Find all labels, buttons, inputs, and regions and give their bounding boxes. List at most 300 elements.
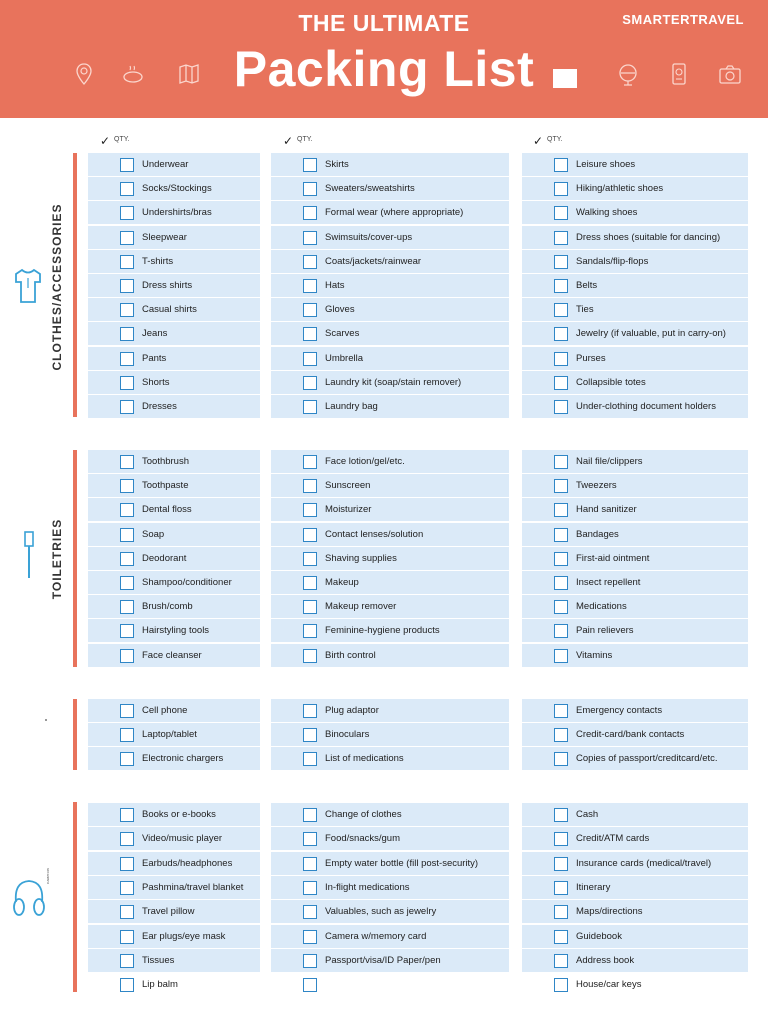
checklist-row (522, 747, 748, 770)
toiletries-section-label: TOILETRIES (50, 518, 64, 600)
checklist-row (271, 153, 509, 176)
checkbox[interactable] (120, 503, 134, 517)
item-label: House/car keys (576, 979, 642, 991)
item-label: Umbrella (325, 352, 364, 364)
checkbox[interactable] (120, 905, 134, 919)
checklist-row (88, 177, 260, 200)
checklist-row (271, 347, 509, 370)
checklist-row (522, 803, 748, 826)
checklist-row (522, 571, 748, 594)
checkbox[interactable] (554, 303, 568, 317)
checklist-row (271, 201, 509, 224)
checklist-row (88, 699, 260, 722)
checkbox[interactable] (554, 479, 568, 493)
item-label: Ties (576, 304, 594, 316)
checklist-row (271, 371, 509, 394)
item-label: Pashmina/travel blanket (142, 881, 244, 893)
checkbox[interactable] (554, 978, 568, 992)
item-label: Skirts (325, 159, 349, 170)
checklist-row (88, 547, 260, 570)
item-label: Cash (576, 809, 599, 820)
checkbox[interactable] (303, 881, 317, 895)
item-label: Contact lenses/solution (325, 528, 424, 540)
clothes-section-label: CLOTHES/ACCESSORIES (50, 203, 64, 371)
checkbox[interactable] (120, 857, 134, 871)
brand-logo: SMARTERTRAVEL (622, 12, 744, 27)
checkbox[interactable] (303, 376, 317, 390)
item-label: Video/music player (142, 833, 223, 845)
checklist-row (88, 571, 260, 594)
checkbox[interactable] (120, 600, 134, 614)
passport-icon (667, 62, 691, 86)
item-label: Pants (142, 352, 167, 364)
item-label: Underwear (142, 159, 189, 170)
electronics-dot-icon (44, 718, 48, 722)
title-square-icon (553, 69, 577, 88)
item-label: Formal wear (where appropriate) (325, 207, 464, 219)
electronics-section-bar (73, 699, 77, 770)
checklist-row (88, 450, 260, 473)
checkbox[interactable] (554, 206, 568, 220)
item-label: Toothbrush (142, 456, 190, 467)
checkbox[interactable] (120, 624, 134, 638)
checklist-row (88, 523, 260, 546)
checkbox[interactable] (554, 881, 568, 895)
checklist-row (88, 322, 260, 345)
item-label: Coats/jackets/rainwear (325, 255, 422, 267)
checklist-row (522, 395, 748, 418)
checkbox[interactable] (120, 704, 134, 718)
checkbox[interactable] (120, 479, 134, 493)
checkbox[interactable] (554, 954, 568, 968)
item-label: Leisure shoes (576, 159, 636, 170)
checklist-row (88, 925, 260, 948)
checkbox[interactable] (120, 552, 134, 566)
item-label: Makeup remover (325, 601, 397, 613)
shirt-icon (12, 266, 44, 306)
checklist-row (88, 371, 260, 394)
checkbox[interactable] (303, 857, 317, 871)
item-label: Medications (576, 601, 627, 613)
checkbox[interactable] (554, 649, 568, 663)
checkbox[interactable] (303, 954, 317, 968)
checkbox[interactable] (303, 158, 317, 172)
checklist-row (88, 201, 260, 224)
item-label: Hats (325, 280, 345, 291)
checkbox[interactable] (120, 832, 134, 846)
checklist-row (271, 747, 509, 770)
item-label: Itinerary (576, 881, 611, 893)
checklist-row (88, 723, 260, 746)
checkbox[interactable] (120, 206, 134, 220)
item-label: Insurance cards (medical/travel) (576, 857, 712, 869)
checklist-row (88, 474, 260, 497)
item-label: Socks/Stockings (142, 183, 212, 195)
checkbox[interactable] (303, 255, 317, 269)
checkbox[interactable] (554, 808, 568, 822)
item-label: Belts (576, 280, 598, 291)
item-label: Makeup (325, 577, 359, 588)
checkbox[interactable] (303, 503, 317, 517)
checkbox[interactable] (120, 808, 134, 822)
item-label: Vitamins (576, 649, 613, 661)
item-label: Shaving supplies (325, 552, 397, 564)
checkbox[interactable] (303, 728, 317, 742)
checklist-row (522, 900, 748, 923)
checklist-row (271, 498, 509, 521)
checkbox[interactable] (303, 930, 317, 944)
checklist-row (271, 571, 509, 594)
qty-label: QTY. (297, 136, 313, 143)
item-label: Passport/visa/ID Paper/pen (325, 954, 441, 966)
item-label: Walking shoes (576, 207, 638, 219)
item-label: Binoculars (325, 729, 370, 741)
checkbox[interactable] (120, 954, 134, 968)
checkbox[interactable] (303, 576, 317, 590)
item-label: Bandages (576, 528, 619, 540)
checklist-row (88, 498, 260, 521)
checkbox[interactable] (303, 206, 317, 220)
item-label: First-aid ointment (576, 552, 650, 564)
checkbox[interactable] (303, 352, 317, 366)
item-label: Jeans (142, 328, 168, 340)
checkbox[interactable] (303, 978, 317, 992)
item-label: Deodorant (142, 552, 187, 564)
checkbox[interactable] (120, 576, 134, 590)
checklist-row (88, 298, 260, 321)
checkbox[interactable] (120, 528, 134, 542)
checklist-row (522, 201, 748, 224)
checkbox[interactable] (554, 576, 568, 590)
item-label: Gloves (325, 304, 355, 316)
checkbox[interactable] (554, 832, 568, 846)
item-label: Books or e-books (142, 809, 216, 820)
checklist-row (88, 226, 260, 249)
clothes-section-bar (73, 153, 77, 417)
item-label: Dress shirts (142, 280, 193, 291)
checklist-row (88, 619, 260, 642)
header-kicker: THE ULTIMATE (298, 10, 470, 36)
checklist-row (271, 322, 509, 345)
checklist-row (88, 973, 260, 996)
checkbox[interactable] (303, 182, 317, 196)
checklist-row (522, 450, 748, 473)
checkbox[interactable] (303, 905, 317, 919)
checklist-row (271, 876, 509, 899)
item-label: Pain relievers (576, 625, 634, 637)
checklist-row (88, 644, 260, 667)
checkbox[interactable] (554, 503, 568, 517)
item-label: Sweaters/sweatshirts (325, 183, 415, 195)
item-label: Shampoo/conditioner (142, 577, 232, 588)
checklist-row (522, 153, 748, 176)
checkbox[interactable] (303, 752, 317, 766)
checkbox[interactable] (554, 352, 568, 366)
checkbox[interactable] (554, 704, 568, 718)
camera-icon (718, 62, 742, 86)
checkbox[interactable] (120, 279, 134, 293)
checkbox[interactable] (303, 649, 317, 663)
item-label: Purses (576, 352, 606, 364)
checklist-row (522, 827, 748, 850)
checkbox[interactable] (303, 808, 317, 822)
item-label: Birth control (325, 649, 376, 661)
checkbox[interactable] (120, 881, 134, 895)
checkbox[interactable] (554, 400, 568, 414)
checklist-row (88, 747, 260, 770)
carryon-section-label: CARRY-ON (46, 868, 50, 884)
item-label: List of medications (325, 753, 404, 765)
checklist-row (522, 347, 748, 370)
checklist-row (271, 699, 509, 722)
checklist-row (88, 250, 260, 273)
checkbox[interactable] (554, 255, 568, 269)
checkbox[interactable] (554, 231, 568, 245)
checkbox[interactable] (120, 303, 134, 317)
checklist-row (88, 803, 260, 826)
item-label: Swimsuits/cover-ups (325, 231, 413, 243)
checklist-row (522, 250, 748, 273)
checklist-row (88, 274, 260, 297)
checklist-row (271, 925, 509, 948)
item-label: Travel pillow (142, 906, 195, 918)
item-label: Face cleanser (142, 649, 202, 661)
header-banner (0, 0, 768, 118)
checkbox[interactable] (120, 376, 134, 390)
item-label: Change of clothes (325, 809, 402, 820)
checklist-row (522, 925, 748, 948)
checkbox[interactable] (120, 752, 134, 766)
checklist-row (88, 153, 260, 176)
checklist-row (88, 827, 260, 850)
checklist-row (271, 523, 509, 546)
folded-map-icon (177, 62, 201, 86)
item-label: Emergency contacts (576, 705, 663, 716)
checklist-row (522, 699, 748, 722)
item-label: Credit/ATM cards (576, 833, 650, 845)
checkbox[interactable] (303, 552, 317, 566)
checkbox[interactable] (554, 455, 568, 469)
item-label: In-flight medications (325, 881, 410, 893)
checkbox[interactable] (554, 857, 568, 871)
globe-icon (616, 62, 640, 86)
item-label: Soap (142, 528, 165, 540)
item-label: Credit-card/bank contacts (576, 729, 685, 741)
item-label: Sandals/flip-flops (576, 255, 649, 267)
item-label: Insect repellent (576, 577, 641, 588)
checkbox[interactable] (303, 327, 317, 341)
checkbox[interactable] (554, 158, 568, 172)
item-label: Tissues (142, 954, 175, 966)
checkbox[interactable] (303, 455, 317, 469)
checkbox[interactable] (120, 930, 134, 944)
checkbox[interactable] (120, 649, 134, 663)
checkbox[interactable] (303, 600, 317, 614)
checkbox[interactable] (120, 255, 134, 269)
checklist-row (522, 595, 748, 618)
item-label: Valuables, such as jewelry (325, 906, 437, 918)
item-label: Jewelry (if valuable, put in carry-on) (576, 328, 726, 340)
checkbox[interactable] (303, 400, 317, 414)
checklist-row (88, 876, 260, 899)
item-label: Collapsible totes (576, 376, 646, 388)
checklist-row (271, 973, 509, 996)
checklist-row (271, 595, 509, 618)
checklist-row (522, 547, 748, 570)
item-label: T-shirts (142, 255, 174, 267)
checklist-row (271, 474, 509, 497)
checkbox[interactable] (303, 279, 317, 293)
checkbox[interactable] (303, 528, 317, 542)
checkbox[interactable] (554, 930, 568, 944)
checklist-row (522, 523, 748, 546)
checklist-row (271, 619, 509, 642)
checkbox[interactable] (554, 752, 568, 766)
checkbox[interactable] (554, 327, 568, 341)
checklist-row (88, 347, 260, 370)
item-label: Shorts (142, 376, 170, 388)
item-label: Empty water bottle (fill post-security) (325, 857, 479, 869)
item-label: Dress shoes (suitable for dancing) (576, 231, 721, 243)
checklist-row (522, 644, 748, 667)
checkbox[interactable] (120, 231, 134, 245)
checkbox[interactable] (554, 279, 568, 293)
item-label: Toothpaste (142, 480, 189, 492)
checkbox[interactable] (554, 728, 568, 742)
qty-label: QTY. (114, 136, 130, 143)
checklist-row (522, 876, 748, 899)
item-label: Feminine-hygiene products (325, 625, 440, 637)
item-label: Dental floss (142, 504, 192, 516)
headphones-icon (10, 876, 48, 918)
checkbox[interactable] (120, 400, 134, 414)
checkbox[interactable] (554, 600, 568, 614)
checklist-row (522, 973, 748, 996)
checkbox[interactable] (554, 624, 568, 638)
toothbrush-icon (22, 530, 36, 580)
item-label: Hand sanitizer (576, 504, 637, 516)
checkbox[interactable] (303, 704, 317, 718)
item-label: Guidebook (576, 930, 622, 942)
checklist-row (522, 226, 748, 249)
item-label: Brush/comb (142, 601, 193, 613)
checklist-row (271, 226, 509, 249)
checklist-row (88, 949, 260, 972)
checkbox[interactable] (554, 552, 568, 566)
checklist-row (522, 723, 748, 746)
item-label: Cell phone (142, 705, 188, 716)
checklist-row (271, 450, 509, 473)
item-label: Sleepwear (142, 231, 187, 243)
checklist-row (271, 803, 509, 826)
checklist-row (88, 395, 260, 418)
checklist-row (522, 474, 748, 497)
checklist-row (522, 298, 748, 321)
cooking-pot-icon (121, 62, 145, 86)
checklist-row (271, 723, 509, 746)
check-icon: ✓ (533, 134, 544, 148)
checklist-row (522, 274, 748, 297)
item-label: Casual shirts (142, 304, 197, 316)
checkbox[interactable] (120, 352, 134, 366)
checkbox[interactable] (120, 728, 134, 742)
item-label: Ear plugs/eye mask (142, 930, 226, 942)
page-title: Packing List (233, 41, 535, 97)
checklist-row (271, 949, 509, 972)
item-label: Under-clothing document holders (576, 401, 716, 412)
checkbox[interactable] (554, 376, 568, 390)
checklist-row (522, 498, 748, 521)
map-pin-icon (72, 62, 96, 86)
checklist-row (522, 371, 748, 394)
checkbox[interactable] (120, 978, 134, 992)
checkbox[interactable] (554, 528, 568, 542)
checklist-row (271, 298, 509, 321)
checkbox[interactable] (120, 158, 134, 172)
item-label: Sunscreen (325, 480, 371, 492)
check-icon: ✓ (283, 134, 294, 148)
checklist-row (88, 900, 260, 923)
checkbox[interactable] (120, 455, 134, 469)
checkbox[interactable] (303, 303, 317, 317)
item-label: Face lotion/gel/etc. (325, 456, 405, 467)
item-label: Address book (576, 954, 635, 966)
carryon-section-bar (73, 802, 77, 992)
item-label: Hairstyling tools (142, 625, 210, 637)
checklist-row (271, 900, 509, 923)
checklist-row (522, 177, 748, 200)
checkbox[interactable] (303, 832, 317, 846)
checklist-row (271, 250, 509, 273)
checkbox[interactable] (303, 479, 317, 493)
checkbox[interactable] (303, 624, 317, 638)
checkbox[interactable] (554, 182, 568, 196)
checklist-row (271, 644, 509, 667)
checkbox[interactable] (303, 231, 317, 245)
item-label: Scarves (325, 328, 360, 340)
item-label: Tweezers (576, 480, 617, 492)
checklist-row (522, 322, 748, 345)
item-label: Moisturizer (325, 504, 372, 516)
item-label: Lip balm (142, 979, 178, 991)
item-label: Nail file/clippers (576, 456, 643, 467)
qty-label: QTY. (547, 136, 563, 143)
checkbox[interactable] (120, 327, 134, 341)
checklist-row (271, 395, 509, 418)
checkbox[interactable] (554, 905, 568, 919)
checklist-row (522, 852, 748, 875)
checklist-row (271, 827, 509, 850)
checklist-row (271, 274, 509, 297)
item-label: Laundry kit (soap/stain remover) (325, 376, 462, 388)
item-label: Undershirts/bras (142, 207, 212, 219)
item-label: Laundry bag (325, 401, 378, 412)
checklist-row (271, 852, 509, 875)
item-label: Earbuds/headphones (142, 857, 233, 869)
item-label: Plug adaptor (325, 705, 379, 716)
checklist-row (522, 619, 748, 642)
checklist-row (88, 852, 260, 875)
checklist-row (522, 949, 748, 972)
check-icon: ✓ (100, 134, 111, 148)
checklist-row (271, 547, 509, 570)
item-label: Food/snacks/gum (325, 833, 400, 845)
item-label: Copies of passport/creditcard/etc. (576, 753, 718, 765)
checklist-row (271, 177, 509, 200)
checkbox[interactable] (120, 182, 134, 196)
toiletries-section-bar (73, 450, 77, 667)
checklist-row (88, 595, 260, 618)
